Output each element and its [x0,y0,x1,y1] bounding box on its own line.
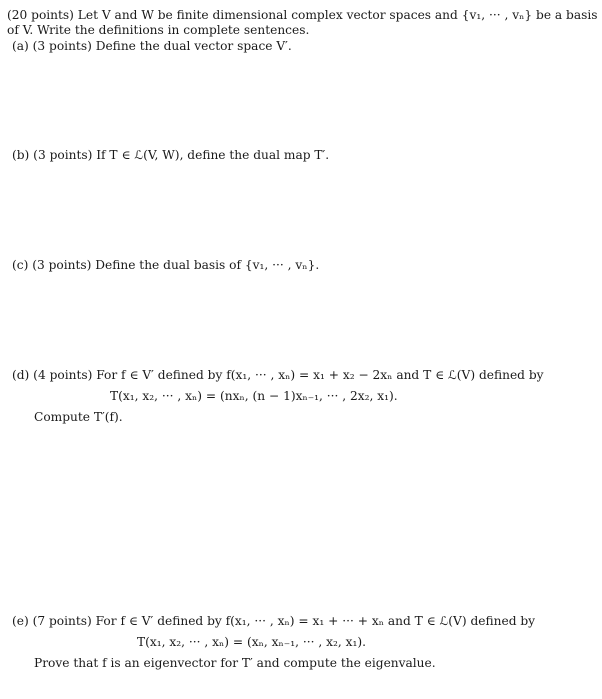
part-e-formula: T(x₁, x₂, ··· , xₙ) = (xₙ, xₙ₋₁, ··· , x₂, x₁). [137,635,367,649]
part-c-text: (c) (3 points) Define the dual basis of {v₁, ··· , vₙ}. [12,258,320,272]
part-e-line-1: (e) (7 points) For f ∈ V′ defined by f(x₁, ··· , xₙ) = x₁ + ··· + xₙ and T ∈ ℒ(V) defined by [12,614,536,628]
part-b-text: (b) (3 points) If T ∈ ℒ(V, W), define the dual map T′. [12,148,330,162]
part-e-line-3: Prove that f is an eigenvector for T′ and compute the eigenvalue. [34,656,436,670]
part-d-line-1: (d) (4 points) For f ∈ V′ defined by f(x₁, ··· , xₙ) = x₁ + x₂ − 2xₙ and T ∈ ℒ(V) defined by [12,368,544,382]
part-d-formula: T(x₁, x₂, ··· , xₙ) = (nxₙ, (n − 1)xₙ₋₁, ··· , 2x₂, x₁). [110,389,398,403]
part-a-text: (a) (3 points) Define the dual vector space V′. [12,39,292,53]
intro-line-1: (20 points) Let V and W be finite dimensional complex vector spaces and {v₁, ··· , vₙ} be a basis [7,8,598,22]
intro-line-2: of V. Write the definitions in complete sentences. [7,23,310,37]
part-d-line-3: Compute T′(f). [34,410,123,424]
